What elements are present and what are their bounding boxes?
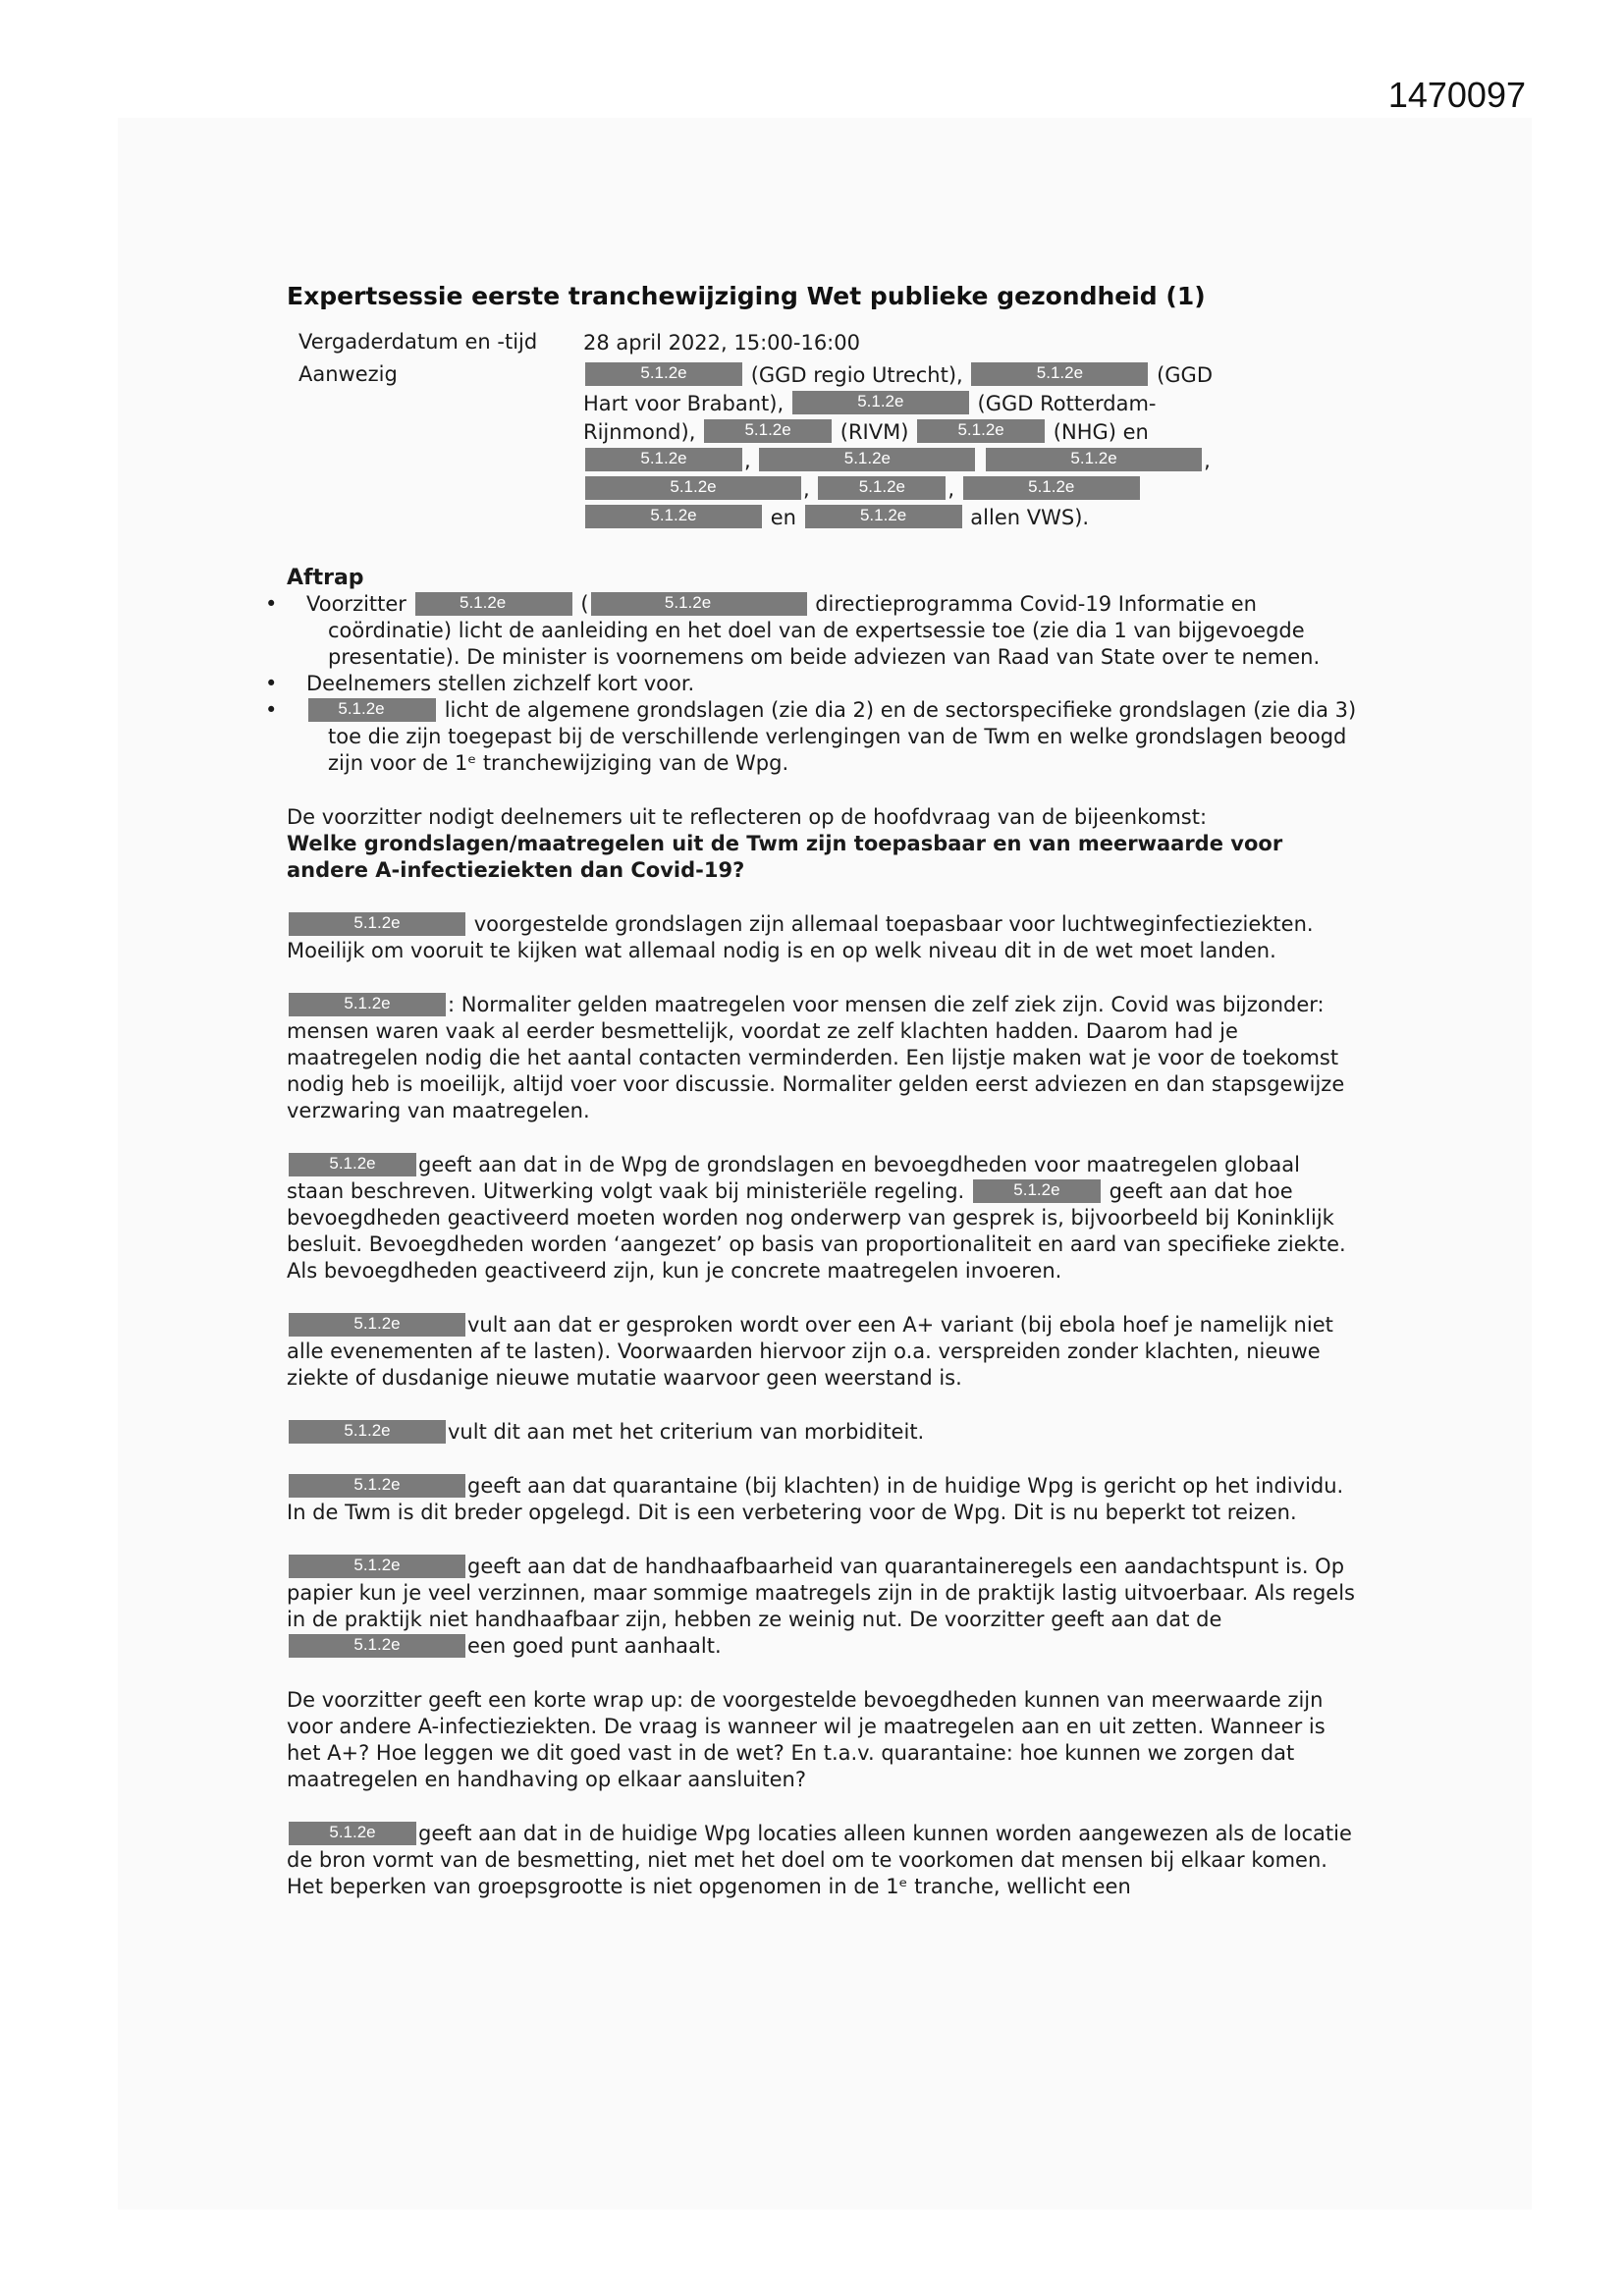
paragraph-text: geeft aan dat de handhaafbaarheid van quarantaineregels een aandachtspunt is. Op papier kun je veel verzinnen, maar sommige maatregels zijn in de praktijk lastig uitvoerbaar. Als regels in de praktijk niet handhaafbaar zijn, hebben ze weinig nut. De voorzitter geeft aan dat de — [287, 1555, 1355, 1631]
redaction-box: 5.1.2e — [963, 476, 1140, 500]
redaction-box: 5.1.2e — [289, 993, 446, 1016]
redaction-box: 5.1.2e — [585, 448, 742, 471]
list-item: • Deelnemers stellen zichzelf kort voor. — [306, 671, 1357, 697]
paragraph — [287, 1554, 1357, 1660]
attendee-org: (GGD Rotterdam- — [977, 392, 1157, 415]
paragraph — [287, 1312, 1357, 1392]
document-number: 1470097 — [1387, 75, 1526, 115]
redaction-box: 5.1.2e — [792, 391, 969, 414]
date-label: Vergaderdatum en -tijd — [298, 330, 538, 354]
attendee-org: Hart voor Brabant), — [583, 392, 785, 415]
paragraph — [287, 992, 1357, 1124]
paragraph-text: vult dit aan met het criterium van morbiditeit. — [448, 1420, 925, 1444]
list-text: ( — [580, 592, 589, 616]
redaction-box: 5.1.2e — [308, 698, 436, 722]
redaction-box: 5.1.2e — [971, 362, 1148, 386]
attendee-org: (NHG) en — [1053, 420, 1149, 444]
redaction-box: 5.1.2e — [415, 592, 572, 616]
redaction-box: 5.1.2e — [585, 505, 762, 528]
redaction-box: 5.1.2e — [973, 1179, 1101, 1203]
section-heading-aftrap: Aftrap — [287, 566, 364, 590]
separator: , — [744, 449, 751, 472]
conjunction: en — [770, 506, 796, 529]
redaction-box: 5.1.2e — [289, 1474, 465, 1498]
meeting-meta — [298, 329, 1357, 532]
paragraph-text: geeft aan dat in de huidige Wpg locaties alleen kunnen worden aangewezen als de locatie de bron vormt van de besmetting, niet met het doel om te voorkomen dat mensen bij elkaar komen. Het beperken van groepsgrootte is niet opgenomen in de 1ᵉ tranche, wellicht een — [287, 1822, 1352, 1898]
paragraph — [287, 1821, 1357, 1900]
list-item — [306, 591, 1357, 671]
redaction-box: 5.1.2e — [585, 362, 742, 386]
paragraph-text: vult aan dat er gesproken wordt over een A+ variant (bij ebola hoef je namelijk niet alle evenementen af te lasten). Voorwaarden hiervoor zijn o.a. verspreiden zonder klachten, nieuwe ziekte of dusdanige nieuwe mutatie waarvoor geen weerstand is. — [287, 1313, 1333, 1390]
separator: , — [1204, 449, 1211, 472]
paragraph-text: voorgestelde grondslagen zijn allemaal toepasbaar voor luchtweginfectieziekten. Moeilijk om vooruit te kijken wat allemaal nodig is en op welk niveau dit in de wet moet landen. — [287, 912, 1314, 962]
paragraph-text: : Normaliter gelden maatregelen voor mensen die zelf ziek zijn. Covid was bijzonder: mensen waren vaak al eerder besmettelijk, voordat ze zelf klachten hadden. Daarom had je maatregelen nodig die het aantal contacten verminderden. Een lijstje maken wat je voor de toekomst nodig heb is moeilijk, altijd voer voor discussie. Normaliter gelden eerst adviezen en dan stapsgewijze verzwaring van maatregelen. — [287, 993, 1345, 1122]
redaction-box: 5.1.2e — [289, 1420, 446, 1444]
attendee-org: (RIVM) — [839, 420, 909, 444]
redaction-box: 5.1.2e — [818, 476, 946, 500]
document-title: Expertsessie eerste tranchewijziging Wet publieke gezondheid (1) — [287, 282, 1206, 310]
paragraph — [287, 1152, 1357, 1285]
main-question: Welke grondslagen/maatregelen uit de Twm zijn toepasbaar en van meerwaarde voor andere A-infectieziekten dan Covid-19? — [287, 832, 1283, 882]
redaction-box: 5.1.2e — [591, 592, 807, 616]
intro-line: De voorzitter nodigt deelnemers uit te reflecteren op de hoofdvraag van de bijeenkomst: — [287, 805, 1208, 829]
intro-block — [287, 804, 1357, 884]
paragraph-text: geeft aan dat quarantaine (bij klachten) in de huidige Wpg is gericht op het individu. In de Twm is dit breder opgelegd. Dit is een verbetering voor de Wpg. Dit is nu beperkt tot reizen. — [287, 1474, 1344, 1524]
document-page — [287, 283, 1357, 1900]
separator: , — [947, 477, 955, 501]
attendee-org: (GGD regio Utrecht), — [750, 363, 963, 387]
date-value: 28 april 2022, 15:00-16:00 — [583, 331, 860, 355]
list-item — [306, 697, 1357, 777]
paragraph — [287, 911, 1357, 964]
redaction-box: 5.1.2e — [289, 912, 465, 936]
attendee-org: Rijnmond), — [583, 420, 696, 444]
paragraph-wrap-up: De voorzitter geeft een korte wrap up: de voorgestelde bevoegdheden kunnen van meerwaarde zijn voor andere A-infectieziekten. De vraag is wanneer wil je maatregelen aan en uit zetten. Wanneer is het A+? Hoe leggen we dit goed vast in de wet? En t.a.v. quarantaine: hoe kunnen we zorgen dat maatregelen en handhaving op elkaar aansluiten? — [287, 1688, 1326, 1791]
attendees — [583, 361, 1221, 532]
paragraph — [287, 1473, 1357, 1526]
redaction-box: 5.1.2e — [289, 1822, 416, 1845]
redaction-box: 5.1.2e — [289, 1555, 465, 1578]
redaction-box: 5.1.2e — [289, 1313, 465, 1337]
attendee-org: (GGD — [1157, 363, 1214, 387]
redaction-box: 5.1.2e — [704, 419, 832, 443]
list-text: licht de algemene grondslagen (zie dia 2) en de sectorspecifieke grondslagen (zie dia 3) toe die zijn toegepast bij de verschillende verlengingen van de Twm en welke grondslagen beoogd zijn voor de 1ᵉ tranchewijziging van de Wpg. — [328, 698, 1357, 775]
redaction-box: 5.1.2e — [917, 419, 1045, 443]
redaction-box: 5.1.2e — [759, 448, 975, 471]
redaction-box: 5.1.2e — [289, 1634, 465, 1658]
paragraph — [287, 1419, 1357, 1446]
paragraph-text: geeft aan dat in de Wpg de grondslagen en bevoegdheden voor maatregelen globaal staan beschreven. Uitwerking volgt vaak bij ministeriële regeling. — [287, 1153, 1300, 1203]
separator: , — [803, 477, 810, 501]
list-text: directieprogramma Covid-19 Informatie en coördinatie) licht de aanleiding en het doel van de expertsessie toe (zie dia 1 van bijgevoegde presentatie). De minister is voornemens om beide adviezen van Raad van State over te nemen. — [328, 592, 1321, 669]
redaction-box: 5.1.2e — [585, 476, 801, 500]
attendee-org: allen VWS). — [970, 506, 1090, 529]
redaction-box: 5.1.2e — [805, 505, 962, 528]
list-text: Voorzitter — [306, 592, 406, 616]
aftrap-list — [287, 591, 1357, 777]
paragraph-text: een goed punt aanhaalt. — [467, 1634, 722, 1658]
redaction-box: 5.1.2e — [289, 1153, 416, 1176]
paragraph-text: geeft aan dat hoe bevoegdheden geactiveerd moeten worden nog onderwerp van gesprek is, bijvoorbeeld bij Koninklijk besluit. Bevoegdheden worden ‘aangezet’ op basis van proportionaliteit en aard van specifieke ziekte. Als bevoegdheden geactiveerd zijn, kun je concrete maatregelen invoeren. — [287, 1179, 1346, 1283]
redaction-box: 5.1.2e — [986, 448, 1202, 471]
present-label: Aanwezig — [298, 362, 398, 386]
